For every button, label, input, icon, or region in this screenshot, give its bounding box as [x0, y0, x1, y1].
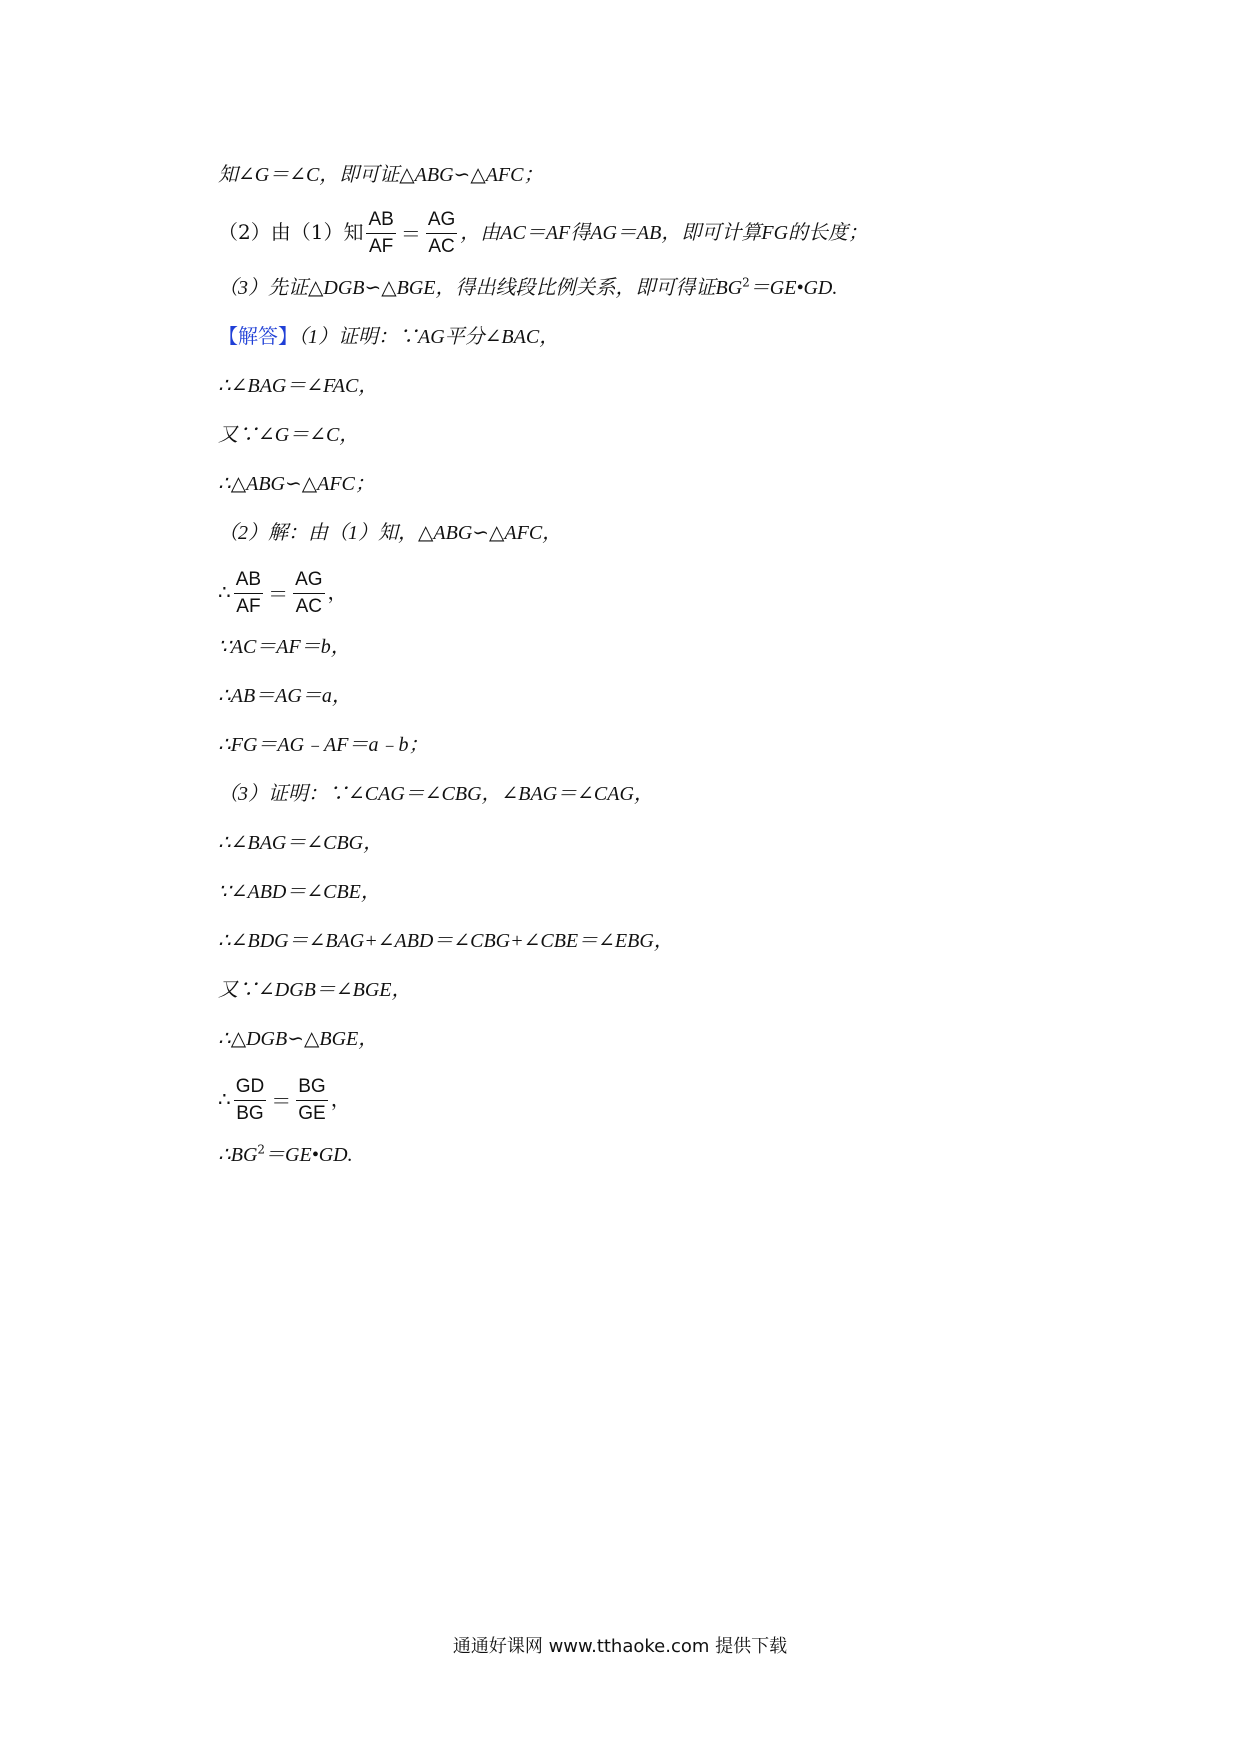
- solution-line-16: ∴ $\frac{GD}{BG}$ ＝ $\frac{BG}{GE}$ ，: [218, 1076, 351, 1124]
- solution-line-4: ∴△ABG∽△AFC；: [218, 473, 375, 495]
- solution-line-12: ∵∠ABD＝∠CBE，: [218, 881, 381, 903]
- analysis-line-2: （2）由（1）知 $\frac{AB}{AF}$ ＝ $\frac{AG}{AC}$ ，由AC＝AF得AG＝AB，即可计算FG的长度；: [218, 209, 869, 257]
- fraction-gd-bg: $\frac{GD}{BG}$: [235, 1076, 265, 1124]
- answer-tag: 【解答】: [218, 324, 298, 348]
- fraction-bg-ge: $\frac{BG}{GE}$: [298, 1076, 326, 1124]
- fraction-ag-ac: $\frac{AG}{AC}$: [295, 569, 323, 617]
- solution-line-15: ∴△DGB∽△BGE，: [218, 1028, 379, 1050]
- solution-line-10: （3）证明：∵∠CAG＝∠CBG，∠BAG＝∠CAG，: [218, 783, 654, 805]
- solution-line-8: ∴AB＝AG＝a，: [218, 685, 352, 707]
- solution-line-6: ∴ $\frac{AB}{AF}$ ＝ $\frac{AG}{AC}$ ，: [218, 569, 348, 617]
- solution-line-13: ∴∠BDG＝∠BAG+∠ABD＝∠CBG+∠CBE＝∠EBG，: [218, 930, 674, 952]
- fraction-ab-af: $\frac{AB}{AF}$: [368, 209, 394, 257]
- solution-line-11: ∴∠BAG＝∠CBG，: [218, 832, 384, 854]
- solution-line-14: 又∵∠DGB＝∠BGE，: [218, 979, 412, 1001]
- solution-line-7: ∵AC＝AF＝b，: [218, 636, 351, 658]
- solution-line-9: ∴FG＝AG﹣AF＝a﹣b；: [218, 734, 429, 756]
- page-footer: 通通好课网 www.tthaoke.com 提供下载: [452, 1636, 788, 1657]
- solution-line-2: ∴∠BAG＝∠FAC，: [218, 375, 379, 397]
- solution-line-3: 又∵∠G＝∠C，: [218, 424, 360, 446]
- fraction-ab-af: $\frac{AB}{AF}$: [235, 569, 262, 617]
- analysis-line-1: 知∠G＝∠C，即可证△ABG∽△AFC；: [218, 164, 544, 186]
- solution-line-5: （2）解：由（1）知，△ABG∽△AFC，: [218, 522, 563, 544]
- solution-line-17: $\therefore BG^2=GE•GD$.: [218, 1142, 353, 1166]
- solution-line-1: 【解答】（1）证明：∵AG平分∠BAC，: [218, 324, 560, 348]
- fraction-ag-ac: $\frac{AG}{AC}$: [427, 209, 456, 257]
- analysis-line-3: （3）先证△DGB∽△BGE，得出线段比例关系，即可得证$BG^2=GE•GD$.: [218, 275, 838, 299]
